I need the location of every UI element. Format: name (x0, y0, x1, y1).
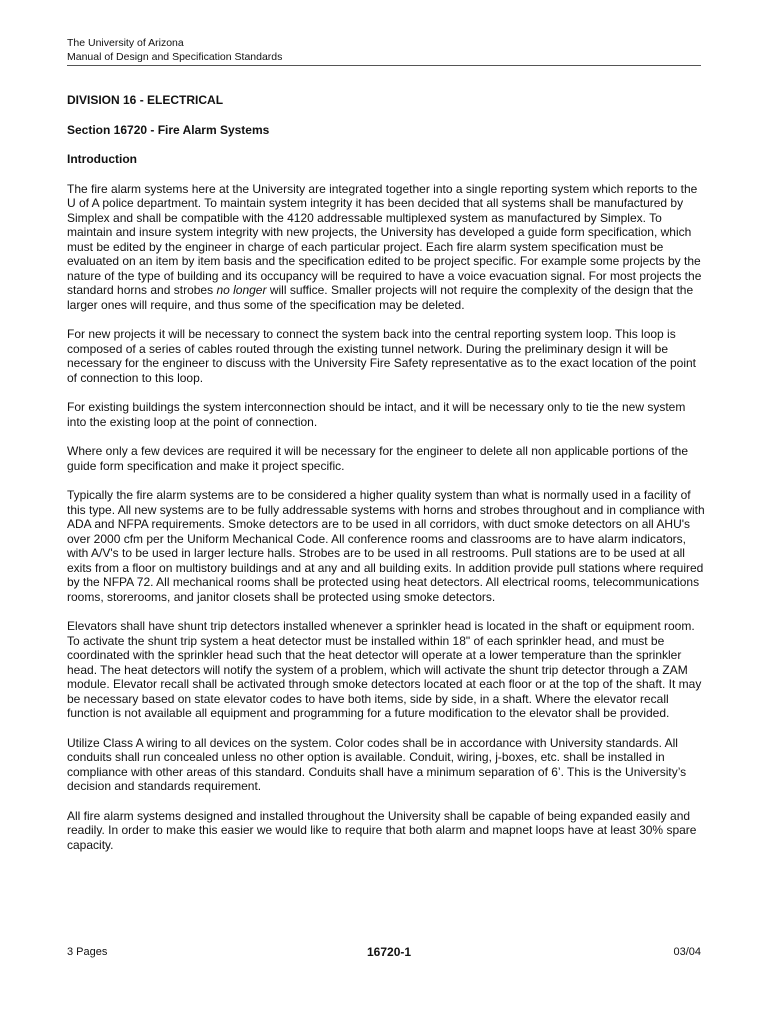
document-body (67, 93, 707, 867)
footer-page-count: 3 Pages (67, 946, 108, 958)
paragraph-4: Where only a few devices are required it will be necessary for the engineer to delete all non applicable portions of the guide form specification and make it project specific. (67, 444, 689, 473)
paragraph-1 (67, 182, 707, 313)
footer-page-number: 16720-1 (367, 945, 412, 959)
header-university: The University of Arizona (67, 37, 184, 49)
paragraph-1-part-b: will suffice. Smaller projects will not require the complexity of the design that the larger ones will require, and thus some of the specification may be deleted. (67, 283, 694, 312)
paragraph-2: For new projects it will be necessary to connect the system back into the central reporting system loop. This loop is composed of a series of cables routed through the existing tunnel network. During the preliminary design it will be necessary for the engineer to discuss with the University Fire Safety representative as to the exact location of the point of connection to this loop. (67, 327, 696, 385)
introduction-heading: Introduction (67, 152, 137, 166)
paragraph-1-part-a: The fire alarm systems here at the University are integrated together into a single reporting system which reports to the U of A police department. To maintain system integrity it has been decided that all systems shall be manufactured by Simplex and shall be compatible with the 4120 addressable multiplexed system as manufactured by Simplex. To maintain and insure system integrity with new projects, the University has developed a guide form specification, which must be edited by the engineer in charge of each particular project. Each fire alarm system specification must be evaluated on an item by item basis and the specification edited to be project specific. For example some projects by the nature of the type of building and its occupancy will be required to have a voice evacuation signal. For most projects the standard horns and strobes (67, 181, 702, 297)
paragraph-8: All fire alarm systems designed and installed throughout the University shall be capable of being expanded easily and readily. In order to make this easier we would like to require that both alarm and mapnet loops have at least 30% spare capacity. (67, 808, 697, 852)
section-heading: Section 16720 - Fire Alarm Systems (67, 122, 270, 137)
paragraph-3: For existing buildings the system interconnection should be intact, and it will be necessary only to tie the new system into the existing loop at the point of connection. (67, 400, 686, 429)
paragraph-5: Typically the fire alarm systems are to be considered a higher quality system than what is normally used in a facility of this type. All new systems are to be fully addressable systems with horns and strobes throughout and in compliance with ADA and NFPA requirements. Smoke detectors are to be used in all corridors, with duct smoke detectors on all AHU's over 2000 cfm per the Uniform Mechanical Code. All conference rooms and classrooms are to have alarm indicators, with A/V's to be used in larger lecture halls. Strobes are to be used in all restrooms. Pull stations are to be used at all exits from a floor on multistory buildings and at any and all building exits. In addition provide pull stations where required by the NFPA 72. All mechanical rooms shall be protected using heat detectors. All electrical rooms, telecommunications rooms, storerooms, and janitor closets shall be protected using smoke detectors. (67, 488, 705, 604)
division-heading: DIVISION 16 - ELECTRICAL (67, 93, 224, 107)
paragraph-1-emphasis: no longer (216, 283, 267, 297)
paragraph-7: Utilize Class A wiring to all devices on the system. Color codes shall be in accordance with University standards. All conduits shall run concealed unless no other option is available. Conduit, wiring, j-boxes, etc. shall be installed in compliance with other areas of this standard. Conduits shall have a minimum separation of 6’. This is the University’s decision and standards requirement. (67, 735, 687, 793)
page-header (67, 36, 282, 64)
header-divider (67, 65, 701, 66)
paragraph-6: Elevators shall have shunt trip detectors installed whenever a sprinkler head is located in the shaft or equipment room. To activate the shunt trip system a heat detector must be installed within 18" of each sprinkler head, and must be coordinated with the sprinkler head such that the heat detector will operate at a lower temperature than the sprinkler head. The heat detectors will notify the system of a problem, which will activate the shunt trip detector through a ZAM module. Elevator recall shall be activated through smoke detectors located at each floor or at the top of the shaft. It may be necessary based on state elevator codes to have both items, side by side, in a shaft. Where the elevator recall function is not available all equipment and programming for a future modification to the elevator shall be provided. (67, 619, 702, 720)
footer-date: 03/04 (673, 946, 701, 958)
header-manual: Manual of Design and Specification Standards (67, 51, 283, 63)
